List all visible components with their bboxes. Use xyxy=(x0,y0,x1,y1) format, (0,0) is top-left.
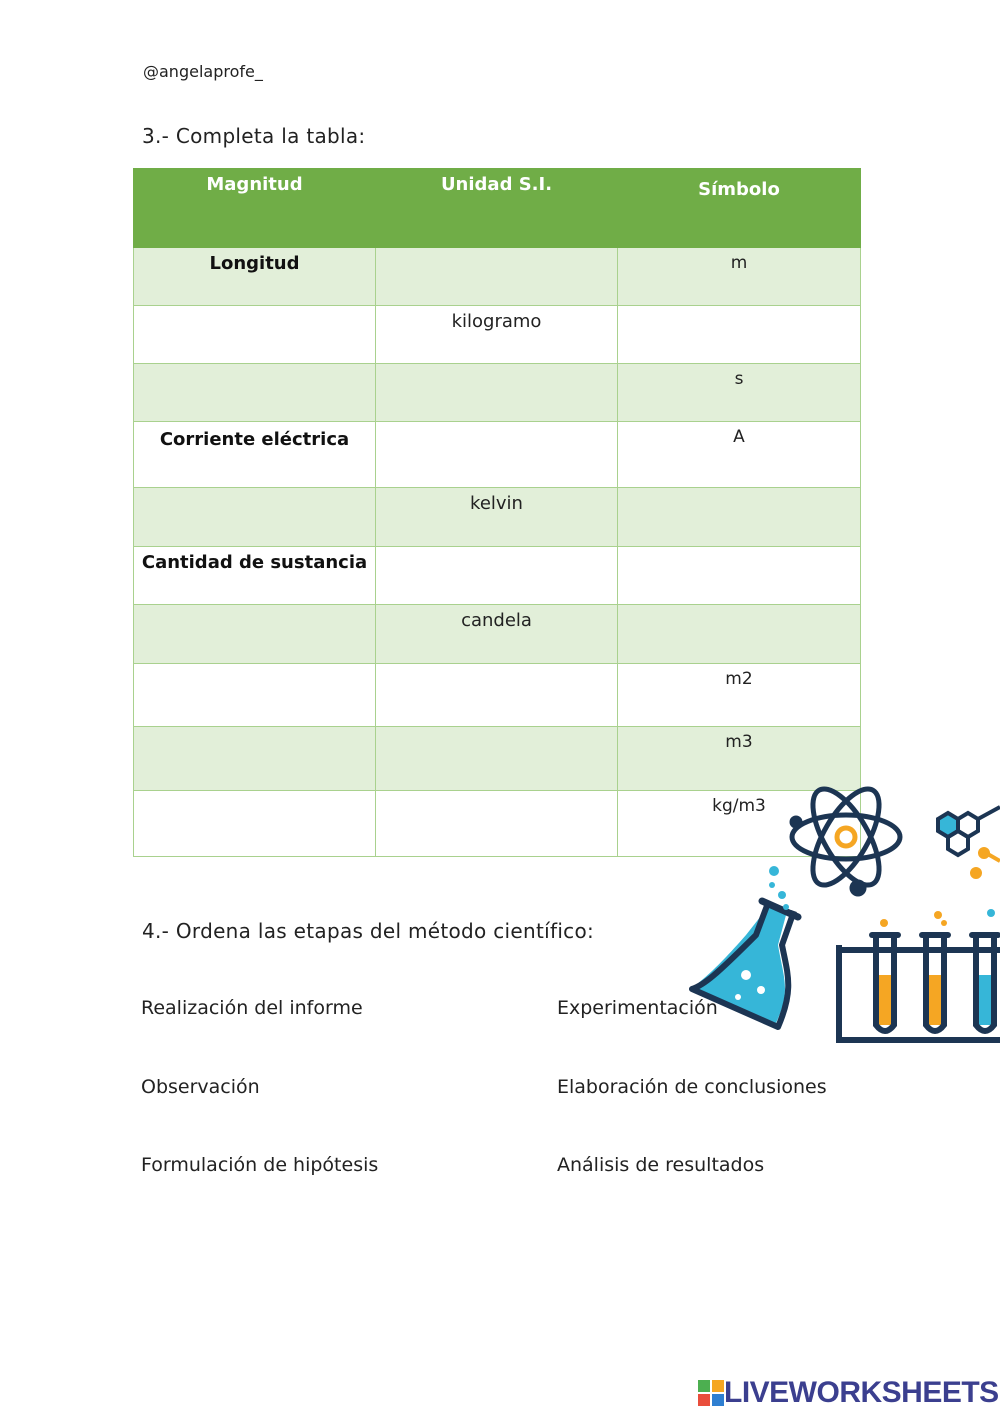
cell-magnitud: Longitud xyxy=(134,248,376,306)
table-row xyxy=(134,306,861,364)
cell-unidad[interactable] xyxy=(376,248,618,306)
header-magnitud: Magnitud xyxy=(134,169,376,248)
cell-simbolo[interactable] xyxy=(618,306,861,364)
si-units-table xyxy=(133,168,861,857)
cell-unidad[interactable] xyxy=(376,364,618,422)
cell-simbolo: A xyxy=(618,422,861,488)
cell-magnitud[interactable] xyxy=(134,488,376,547)
table-row xyxy=(134,422,861,488)
table-header-row xyxy=(134,169,861,248)
table-row xyxy=(134,488,861,547)
header-unidad: Unidad S.I. xyxy=(376,169,618,248)
cell-simbolo[interactable] xyxy=(618,547,861,605)
table-row xyxy=(134,664,861,727)
step-option[interactable]: Elaboración de conclusiones xyxy=(557,1076,827,1098)
author-handle: @angelaprofe_ xyxy=(143,62,263,81)
cell-unidad[interactable] xyxy=(376,547,618,605)
cell-unidad[interactable] xyxy=(376,727,618,791)
cell-simbolo[interactable] xyxy=(618,605,861,664)
header-simbolo: Símbolo xyxy=(618,169,861,248)
step-option[interactable]: Realización del informe xyxy=(141,997,363,1019)
cell-simbolo[interactable] xyxy=(618,488,861,547)
cell-unidad: kelvin xyxy=(376,488,618,547)
liveworksheets-logo xyxy=(698,1376,999,1410)
cell-simbolo: m2 xyxy=(618,664,861,727)
cell-unidad[interactable] xyxy=(376,791,618,857)
step-option[interactable]: Análisis de resultados xyxy=(557,1154,765,1176)
cell-unidad[interactable] xyxy=(376,664,618,727)
cell-magnitud[interactable] xyxy=(134,727,376,791)
cell-magnitud[interactable] xyxy=(134,605,376,664)
cell-simbolo: s xyxy=(618,364,861,422)
table-row xyxy=(134,364,861,422)
section-4-title: 4.- Ordena las etapas del método científico: xyxy=(142,919,595,943)
cell-magnitud[interactable] xyxy=(134,364,376,422)
cell-unidad[interactable] xyxy=(376,422,618,488)
step-option[interactable]: Observación xyxy=(141,1076,260,1098)
step-option[interactable]: Formulación de hipótesis xyxy=(141,1154,379,1176)
molecule-icon xyxy=(938,807,1000,877)
cell-unidad: candela xyxy=(376,605,618,664)
cell-magnitud: Corriente eléctrica xyxy=(134,422,376,488)
table-row xyxy=(134,605,861,664)
section-3-title: 3.- Completa la tabla: xyxy=(142,124,366,148)
cell-unidad: kilogramo xyxy=(376,306,618,364)
step-option[interactable]: Experimentación xyxy=(557,997,718,1019)
cell-magnitud[interactable] xyxy=(134,791,376,857)
cell-magnitud[interactable] xyxy=(134,306,376,364)
test-tubes-icon xyxy=(836,909,1000,1043)
science-illustration xyxy=(686,775,1000,1050)
logo-text: LIVEWORKSHEETS xyxy=(724,1376,999,1409)
cell-simbolo: kg/m3 xyxy=(618,791,861,857)
table-row xyxy=(134,248,861,306)
cell-simbolo: m xyxy=(618,248,861,306)
table-row xyxy=(134,547,861,605)
cell-magnitud: Cantidad de sustancia xyxy=(134,547,376,605)
atom-icon xyxy=(792,779,900,895)
logo-mark-icon xyxy=(698,1380,724,1406)
cell-magnitud[interactable] xyxy=(134,664,376,727)
cell-simbolo: m3 xyxy=(618,727,861,791)
